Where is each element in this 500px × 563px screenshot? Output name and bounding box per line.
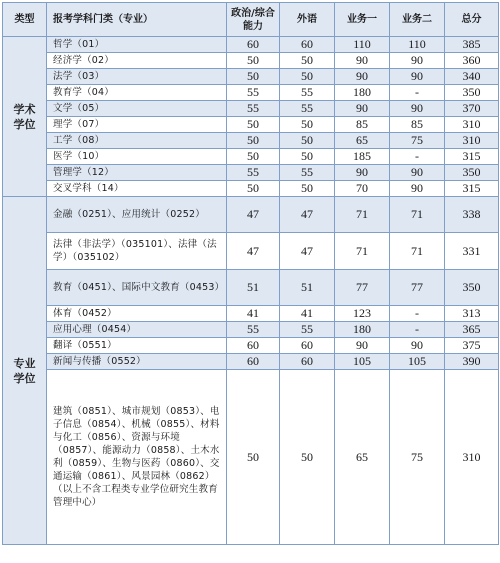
cell-subject: 经济学（02） <box>47 53 227 69</box>
cell-politics: 50 <box>227 53 280 69</box>
cell-total: 310 <box>445 133 499 149</box>
cell-bus1: 110 <box>335 37 390 53</box>
cell-politics: 55 <box>227 322 280 338</box>
cell-total: 375 <box>445 338 499 354</box>
table-row <box>3 181 499 197</box>
table-row <box>3 117 499 133</box>
cell-politics: 51 <box>227 270 280 306</box>
cell-bus2: 90 <box>390 181 445 197</box>
header-foreign: 外语 <box>280 3 335 37</box>
cell-total: 360 <box>445 53 499 69</box>
cell-total: 313 <box>445 306 499 322</box>
cell-politics: 50 <box>227 149 280 165</box>
cell-bus2: 77 <box>390 270 445 306</box>
cell-bus2: 71 <box>390 197 445 233</box>
academic-category-label: 学术 学位 <box>3 37 47 197</box>
cell-total: 310 <box>445 370 499 545</box>
cell-foreign: 51 <box>280 270 335 306</box>
cell-total: 390 <box>445 354 499 370</box>
cell-subject: 交叉学科（14） <box>47 181 227 197</box>
cell-bus2: 75 <box>390 370 445 545</box>
cell-bus1: 90 <box>335 101 390 117</box>
header-total: 总分 <box>445 3 499 37</box>
cell-total: 310 <box>445 117 499 133</box>
table-row <box>3 338 499 354</box>
score-table <box>2 2 499 545</box>
cell-politics: 60 <box>227 37 280 53</box>
table-row <box>3 133 499 149</box>
cell-bus2: 90 <box>390 53 445 69</box>
table-row <box>3 270 499 306</box>
header-row <box>3 3 499 37</box>
cell-foreign: 47 <box>280 197 335 233</box>
cell-politics: 50 <box>227 69 280 85</box>
cell-total: 350 <box>445 270 499 306</box>
cell-bus1: 70 <box>335 181 390 197</box>
cell-foreign: 60 <box>280 37 335 53</box>
cell-bus1: 180 <box>335 85 390 101</box>
cell-total: 385 <box>445 37 499 53</box>
table-row <box>3 37 499 53</box>
cell-subject: 翻译（0551） <box>47 338 227 354</box>
header-subject: 报考学科门类（专业） <box>47 3 227 37</box>
cell-total: 331 <box>445 233 499 270</box>
table-row <box>3 101 499 117</box>
cell-politics: 60 <box>227 338 280 354</box>
cell-politics: 50 <box>227 181 280 197</box>
cell-politics: 60 <box>227 354 280 370</box>
cell-foreign: 50 <box>280 69 335 85</box>
cell-bus2: 90 <box>390 165 445 181</box>
cell-foreign: 50 <box>280 53 335 69</box>
cell-politics: 55 <box>227 101 280 117</box>
cell-subject: 体育（0452） <box>47 306 227 322</box>
cell-foreign: 50 <box>280 117 335 133</box>
cell-total: 338 <box>445 197 499 233</box>
cell-bus2: 105 <box>390 354 445 370</box>
table-row <box>3 53 499 69</box>
cell-bus1: 77 <box>335 270 390 306</box>
cell-politics: 55 <box>227 165 280 181</box>
cell-subject: 建筑（0851）、城市规划（0853）、电子信息（0854）、机械（0855）、材料与化工（0856）、资源与环境（0857）、能源动力（0858）、土木水利（0859）、生物与医药（0860）、交通运输（0861）、风景园林（0862）（以上不含工程类专业学位研究生教育管理中心） <box>47 370 227 545</box>
cell-subject: 法律（非法学）（035101）、法律（法学）（035102） <box>47 233 227 270</box>
cell-subject: 哲学（01） <box>47 37 227 53</box>
cell-bus1: 105 <box>335 354 390 370</box>
cell-subject: 教育（0451）、国际中文教育（0453） <box>47 270 227 306</box>
cell-bus2: 90 <box>390 101 445 117</box>
header-bus2: 业务二 <box>390 3 445 37</box>
cell-bus2: 110 <box>390 37 445 53</box>
cell-subject: 医学（10） <box>47 149 227 165</box>
cell-foreign: 55 <box>280 101 335 117</box>
cell-bus1: 90 <box>335 69 390 85</box>
cell-total: 340 <box>445 69 499 85</box>
table-row <box>3 322 499 338</box>
cell-bus2: 90 <box>390 338 445 354</box>
cell-total: 370 <box>445 101 499 117</box>
cell-bus1: 180 <box>335 322 390 338</box>
cell-subject: 新闻与传播（0552） <box>47 354 227 370</box>
cell-politics: 50 <box>227 117 280 133</box>
cell-bus2: - <box>390 306 445 322</box>
cell-bus2: - <box>390 149 445 165</box>
cell-bus1: 65 <box>335 133 390 149</box>
cell-politics: 50 <box>227 133 280 149</box>
cell-bus1: 90 <box>335 165 390 181</box>
cell-bus2: 71 <box>390 233 445 270</box>
cell-bus1: 65 <box>335 370 390 545</box>
cell-foreign: 50 <box>280 149 335 165</box>
cell-bus2: 75 <box>390 133 445 149</box>
cell-politics: 41 <box>227 306 280 322</box>
header-type: 类型 <box>3 3 47 37</box>
table-row <box>3 149 499 165</box>
cell-foreign: 50 <box>280 370 335 545</box>
cell-total: 315 <box>445 181 499 197</box>
cell-subject: 金融（0251）、应用统计（0252） <box>47 197 227 233</box>
table-row <box>3 233 499 270</box>
cell-foreign: 41 <box>280 306 335 322</box>
cell-foreign: 50 <box>280 181 335 197</box>
cell-bus1: 185 <box>335 149 390 165</box>
cell-total: 315 <box>445 149 499 165</box>
professional-category-label: 专业 学位 <box>3 197 47 545</box>
cell-foreign: 50 <box>280 133 335 149</box>
cell-foreign: 55 <box>280 165 335 181</box>
cell-bus1: 85 <box>335 117 390 133</box>
table-row <box>3 85 499 101</box>
cell-foreign: 60 <box>280 338 335 354</box>
cell-subject: 理学（07） <box>47 117 227 133</box>
cell-foreign: 47 <box>280 233 335 270</box>
cell-total: 365 <box>445 322 499 338</box>
cell-total: 350 <box>445 85 499 101</box>
cell-bus1: 90 <box>335 53 390 69</box>
table-row <box>3 197 499 233</box>
cell-bus2: - <box>390 85 445 101</box>
cell-subject: 工学（08） <box>47 133 227 149</box>
cell-subject: 教育学（04） <box>47 85 227 101</box>
header-bus1: 业务一 <box>335 3 390 37</box>
cell-bus1: 71 <box>335 233 390 270</box>
cell-bus1: 71 <box>335 197 390 233</box>
cell-politics: 50 <box>227 370 280 545</box>
cell-foreign: 55 <box>280 322 335 338</box>
cell-bus1: 123 <box>335 306 390 322</box>
table-row <box>3 370 499 545</box>
cell-foreign: 60 <box>280 354 335 370</box>
cell-bus1: 90 <box>335 338 390 354</box>
cell-subject: 法学（03） <box>47 69 227 85</box>
table-row <box>3 354 499 370</box>
cell-bus2: - <box>390 322 445 338</box>
cell-bus2: 90 <box>390 69 445 85</box>
table-row <box>3 165 499 181</box>
cell-subject: 管理学（12） <box>47 165 227 181</box>
cell-bus2: 85 <box>390 117 445 133</box>
table-row <box>3 69 499 85</box>
header-politics: 政治/综合能力 <box>227 3 280 37</box>
cell-foreign: 55 <box>280 85 335 101</box>
cell-politics: 55 <box>227 85 280 101</box>
cell-subject: 应用心理（0454） <box>47 322 227 338</box>
table-row <box>3 306 499 322</box>
cell-total: 350 <box>445 165 499 181</box>
cell-subject: 文学（05） <box>47 101 227 117</box>
cell-politics: 47 <box>227 197 280 233</box>
cell-politics: 47 <box>227 233 280 270</box>
